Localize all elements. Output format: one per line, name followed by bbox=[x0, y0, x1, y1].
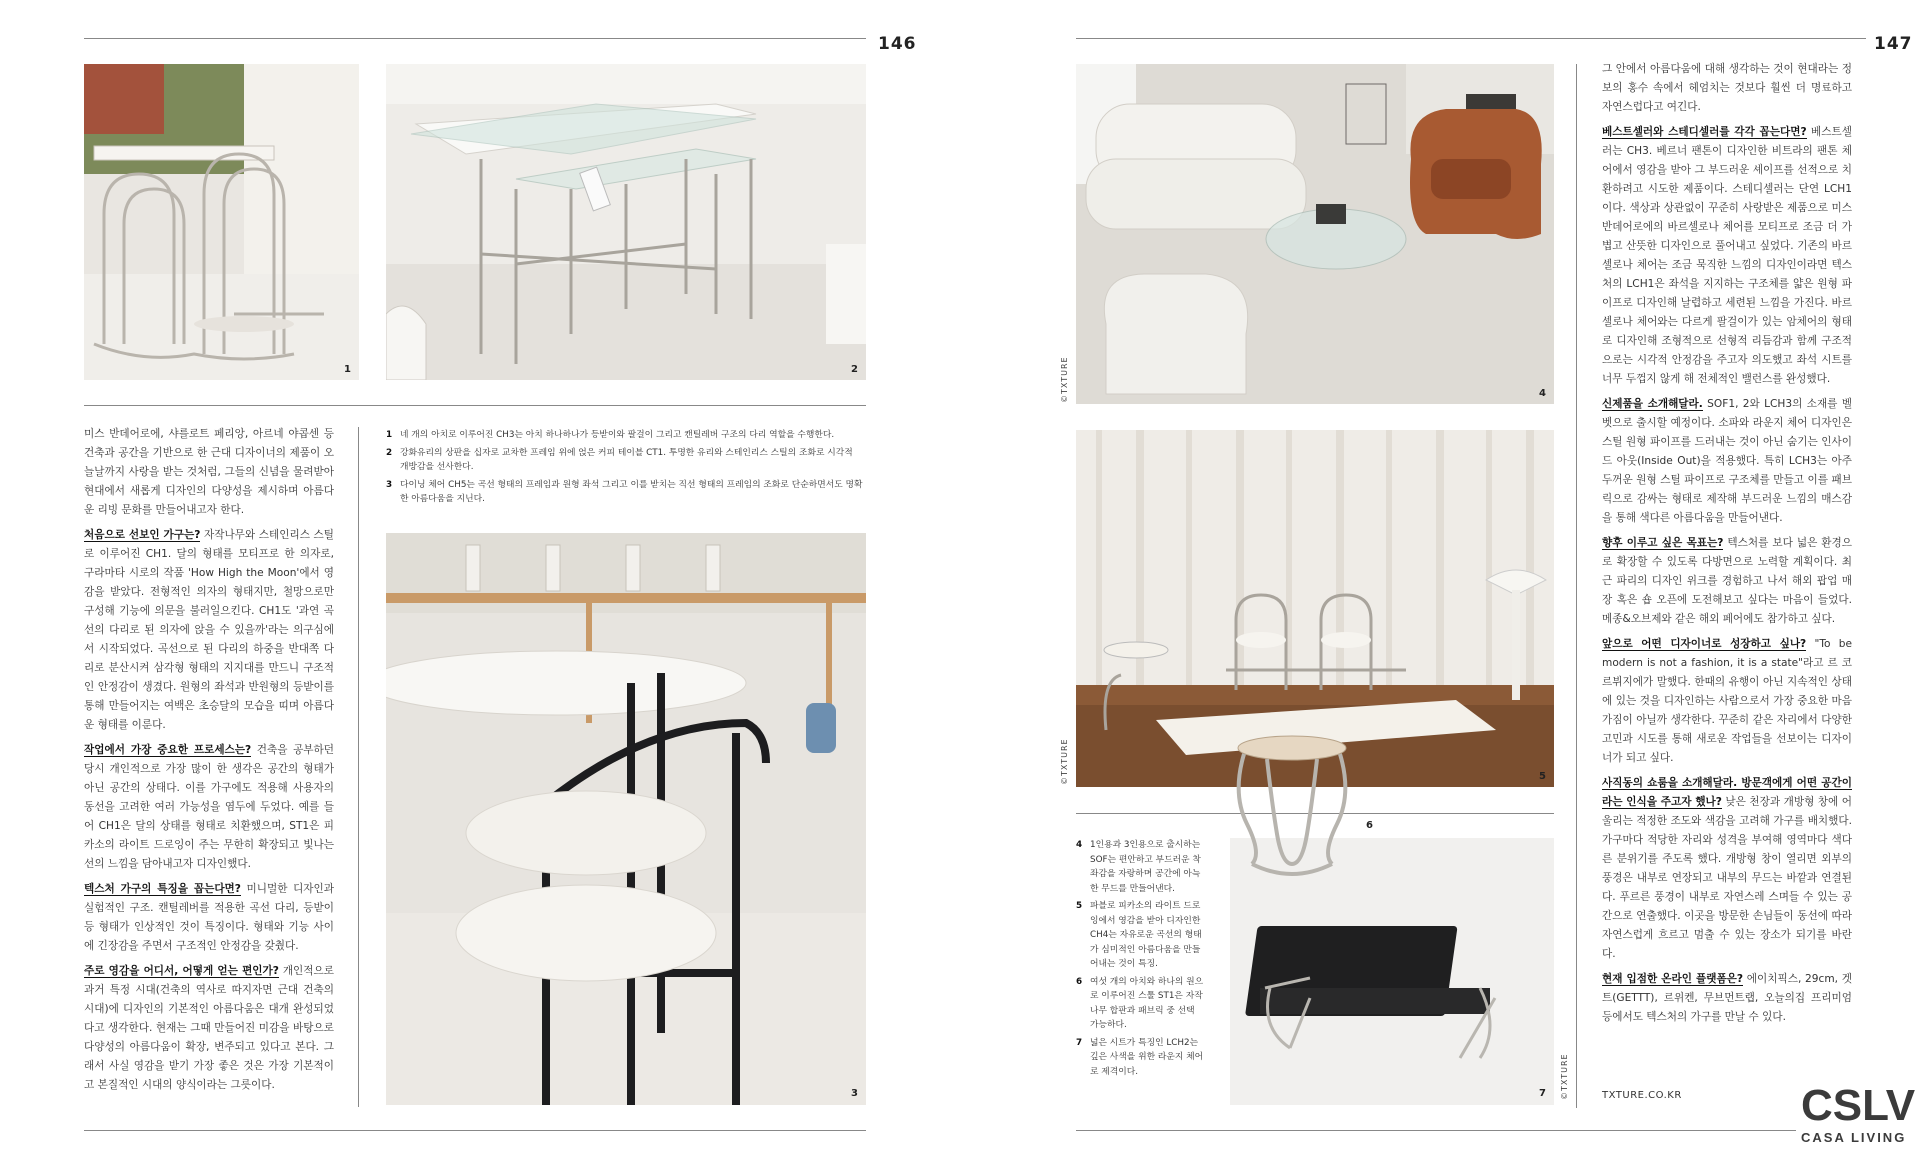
continuation-paragraph: 그 안에서 아름다움에 대해 생각하는 것이 현대라는 정보의 홍수 속에서 헤엄치는 것보다 훨씬 더 명료하고 자연스럽다고 여긴다. bbox=[1602, 63, 1852, 113]
answer: 미니멀한 디자인과 실험적인 구조. 캔틸레버를 적용한 곡선 다리, 등받이 등 형태가 인상적인 것이 특징이다. 형태와 기능 사이에 긴장감을 주면서 구조적인 안정감을 갖췄다. bbox=[84, 883, 334, 952]
caption-text: 다이닝 체어 CH5는 곡선 형태의 프레임과 원형 좌석 그리고 이를 받치는 직선 형태의 프레임의 조화로 단순하면서도 명확한 아름다움을 지닌다. bbox=[400, 479, 863, 504]
logo-wordmark: CSLV bbox=[1801, 1081, 1916, 1130]
question: 신제품을 소개해달라. bbox=[1602, 398, 1703, 410]
qa-paragraph bbox=[1602, 534, 1852, 629]
qa-paragraph bbox=[1602, 395, 1852, 528]
answer: 건축을 공부하던 당시 개인적으로 가장 많이 한 생각은 공간의 형태가 아닌 공간의 상태다. 이를 가구에도 적용해 사용자의 동선을 고려한 여러 가능성을 염두에 두었다. 예를 들어 CH1은 달의 상태를 형태로 치환했으며, ST1은 피카소의 라이트 드로잉이 주는 무한히 확장되고 빛나는 선의 느낌을 담아내고자 디자인했다. bbox=[84, 744, 334, 870]
caption bbox=[386, 446, 864, 475]
photo-number-7: 7 bbox=[1539, 1088, 1546, 1099]
caption bbox=[1076, 1036, 1204, 1080]
caption-number: 3 bbox=[386, 479, 393, 490]
question: 앞으로 어떤 디자이너로 성장하고 싶나? bbox=[1602, 638, 1807, 650]
photo-arch-chairs bbox=[84, 64, 359, 380]
photo-stool bbox=[1222, 734, 1372, 914]
left-captions bbox=[386, 428, 864, 510]
page-number-left: 146 bbox=[878, 34, 917, 54]
question: 주로 영감을 어디서, 어떻게 얻는 편인가? bbox=[84, 965, 279, 977]
caption-number: 4 bbox=[1076, 840, 1083, 850]
answer: SOF1, 2와 LCH3의 소재를 벨벳으로 출시할 예정이다. 소파와 라운지 체어 디자인은 스틸 원형 파이프를 드러내는 것이 아닌 숨기는 인사이드 아웃(Inside Out)을 적용했다. 특히 LCH3는 아주 두꺼운 원형 스틸 파이프로 구조체를 만들고 이를 패브릭으로 감싸는 형태로 제작해 부드러운 느낌의 매스감을 통해 색다른 아름다움을 만들어낸다. bbox=[1602, 398, 1852, 524]
caption-number: 7 bbox=[1076, 1037, 1083, 1048]
caption-number: 6 bbox=[1076, 976, 1083, 987]
photo-number-1: 1 bbox=[344, 364, 351, 375]
qa-paragraph bbox=[84, 741, 334, 874]
qa-paragraph bbox=[1602, 970, 1852, 1027]
right-article-body bbox=[1602, 60, 1852, 1033]
photo-number-5: 5 bbox=[1539, 771, 1546, 782]
photo-credit: ©TXTURE bbox=[1060, 738, 1069, 785]
caption-text: 네 개의 아치로 이루어진 CH3는 아치 하나하나가 등받이와 팔걸이 그리고 캔틸레버 구조의 다리 역할을 수행한다. bbox=[400, 430, 835, 440]
caption bbox=[1076, 975, 1204, 1033]
caption-number: 2 bbox=[386, 447, 393, 458]
caption bbox=[1076, 899, 1204, 972]
left-bottom-rule bbox=[84, 1130, 866, 1131]
question: 베스트셀러와 스테디셀러를 각각 꼽는다면? bbox=[1602, 126, 1807, 138]
qa-paragraph bbox=[84, 526, 334, 735]
caption bbox=[386, 478, 864, 507]
intro-paragraph: 미스 반데어로에, 샤를로트 페리앙, 아르네 야콥센 등 건축과 공간을 기반으로 한 근대 디자이너의 제품이 오늘날까지 사랑을 받는 것처럼, 그들의 신념을 물려받아 현대에서 새롭게 디자인의 다양성을 제시하며 아름다운 리빙 문화를 만들어내고자 한다. bbox=[84, 428, 334, 516]
photo-number-2: 2 bbox=[851, 364, 858, 375]
caption-text: 1인용과 3인용으로 출시하는 SOF는 편안하고 부드러운 착좌감을 자랑하며 공간에 아늑한 무드를 만들어낸다. bbox=[1090, 840, 1201, 894]
right-top-rule bbox=[1076, 38, 1866, 39]
qa-paragraph bbox=[84, 880, 334, 956]
question: 작업에서 가장 중요한 프로세스는? bbox=[84, 744, 252, 756]
answer: 텍스처를 보다 넓은 환경으로 확장할 수 있도록 다방면으로 노력할 계획이다. 최근 파리의 디자인 위크를 경험하고 나서 해외 팝업 매장 혹은 숍 오픈에 도전해보고 싶다는 마음이 들었다. 메종&오브제와 같은 해외 페어에도 참가하고 싶다. bbox=[1602, 537, 1852, 625]
caption-text: 넓은 시트가 특징인 LCH2는 깊은 사색을 위한 라운지 체어로 제격이다. bbox=[1090, 1037, 1204, 1077]
caption-text: 강화유리의 상판을 십자로 교차한 프레임 위에 얹은 커피 테이블 CT1. 투명한 유리와 스테인리스 스틸의 조화로 시각적 개방감을 선사한다. bbox=[400, 447, 853, 472]
photo-dining-chair bbox=[386, 533, 866, 1105]
question: 사직동의 쇼룸을 소개해달라. 방문객에게 어떤 공간이라는 인식을 주고자 했나? bbox=[1602, 777, 1852, 808]
left-column-divider bbox=[358, 427, 359, 1107]
answer: 베스트셀러는 CH3. 베르너 팬톤이 디자인한 비트라의 팬톤 체어에서 영감을 받아 그 부드러운 셰이프를 선적으로 치환하려고 시도한 제품이다. 스테디셀러는 단연 LCH1이다. 색상과 상관없이 꾸준히 사랑받은 제품으로 미스 반데어로에의 바르셀로나 체어를 모티프로 조금 더 가볍고 산뜻한 디자인으로 풀어내고 싶었다. 기존의 바르셀로나 체어는 조금 묵직한 느낌의 디자인이라면 텍스처의 LCH1은 좌석을 지지하는 구조체를 얇은 원형 파이프로 디자인해 날렵하고 세련된 느낌을 가진다. 바르셀로나 체어와는 다르게 팔걸이가 있는 암체어의 형태로 디자인해 조형적으로 선형적 리듬감과 함께 구조적으로는 시각적 안정감을 주고자 의도했고 좌석 시트를 너무 두껍지 않게 해 전체적인 밸런스를 완성했다. bbox=[1602, 126, 1852, 385]
caption bbox=[1076, 838, 1204, 896]
right-captions bbox=[1076, 838, 1204, 1082]
answer: 개인적으로 과거 특정 시대(건축의 역사로 따지자면 근대 건축의 시대)에 디자인의 기본적인 아름다움은 대개 완성되었다고 생각한다. 현재는 그때 만들어진 미감을 바탕으로 다양성의 아름다움이 확장, 변주되고 있다고 본다. 그래서 사실 영감을 받기 가장 좋은 것은 가장 기본적이고 본질적인 시대의 양식이라는 그릇이다. bbox=[84, 965, 334, 1091]
photo-sofa-living-room bbox=[1076, 64, 1554, 404]
answer: 낮은 천장과 개방형 창에 어울리는 적정한 조도와 색감을 고려해 가구를 배치했다. 가구마다 적당한 자리와 성격을 부여해 영역마다 색다른 분위기를 주도록 했다. 개방형 창이 열리면 외부의 풍경은 내부로 연장되고 내부의 무드는 바깥과 연결된다. 푸르른 풍경이 내부로 자연스레 스며들 수 있는 공간으로 연출했다. 이곳을 방문한 손님들이 동선에 따라 자연스럽게 흐르고 멈출 수 있는 장소가 되기를 바란다. bbox=[1602, 796, 1852, 960]
magazine-logo bbox=[1801, 1081, 1916, 1145]
qa-paragraph bbox=[84, 962, 334, 1095]
photo-number-6: 6 bbox=[1366, 820, 1373, 831]
left-top-rule bbox=[84, 38, 866, 39]
caption-text: 파블로 피카소의 라이트 드로잉에서 영감을 받아 디자인한 CH4는 자유로운 곡선의 형태가 심미적인 아름다움을 만들어내는 것이 특징. bbox=[1090, 901, 1202, 969]
question: 처음으로 선보인 가구는? bbox=[84, 529, 201, 541]
website-url[interactable]: TXTURE.CO.KR bbox=[1602, 1090, 1682, 1101]
logo-subtitle: CASA LIVING bbox=[1801, 1130, 1907, 1145]
photo-glass-table bbox=[386, 64, 866, 380]
caption-text: 여섯 개의 아치와 하나의 원으로 이루어진 스툴 ST1은 자작나무 합판과 패브릭 중 선택 가능하다. bbox=[1090, 976, 1204, 1030]
qa-paragraph bbox=[1602, 123, 1852, 389]
caption bbox=[386, 428, 864, 443]
answer: "To be modern is not a fashion, it is a state"라고 르 코르뷔지에가 말했다. 한때의 유행이 아닌 지속적인 상태에 있는 것을 디자인하는 사람으로서 가장 중요한 마음가짐이 아닐까 생각한다. 꾸준히 같은 자리에서 다양한 고민과 시도를 통해 새로운 작업들을 선보이는 디자이너가 되고 싶다. bbox=[1602, 638, 1852, 764]
left-article-body bbox=[84, 425, 334, 1101]
photo-credit: ©TXTURE bbox=[1060, 356, 1069, 403]
page-number-right: 147 bbox=[1874, 34, 1913, 54]
right-bottom-rule bbox=[1076, 1130, 1796, 1131]
photo-number-3: 3 bbox=[851, 1088, 858, 1099]
answer: 에이치픽스, 29cm, 겟트(GETTT), 르위켄, 무브먼트랩, 오늘의집 프리미엄 등에서도 텍스처의 가구를 만날 수 있다. bbox=[1602, 973, 1852, 1023]
right-column-divider bbox=[1576, 64, 1577, 1108]
question: 향후 이루고 싶은 목표는? bbox=[1602, 537, 1724, 549]
caption-number: 5 bbox=[1076, 901, 1083, 911]
qa-paragraph bbox=[1602, 635, 1852, 768]
question: 텍스처 가구의 특징을 꼽는다면? bbox=[84, 883, 241, 895]
answer: 자작나무와 스테인리스 스틸로 이루어진 CH1. 달의 형태를 모티프로 한 의자로, 구라마타 시로의 작품 'How High the Moon'에서 영감을 받았다. 전형적인 의자의 형태지만, 철망으로만 구성해 기능에 의문을 불러일으킨다. CH1도 '과연 곡선의 다리로 된 의자에 앉을 수 있을까'라는 의구심에서 시작되었다. 곡선으로 된 다리의 하중을 반대쪽 다리로 분산시켜 삼각형 형태의 지지대를 만드니 구조적인 안정감이 생겼다. 원형의 좌석과 반원형의 등받이를 통해 만들어지는 여백은 초승달의 모습을 띠며 아름다운 형태를 이룬다. bbox=[84, 529, 335, 731]
qa-paragraph bbox=[1602, 774, 1852, 964]
question: 현재 입점한 온라인 플랫폼은? bbox=[1602, 973, 1744, 985]
left-mid-rule bbox=[84, 405, 866, 406]
photo-credit: ©TXTURE bbox=[1560, 1053, 1569, 1100]
photo-number-4: 4 bbox=[1539, 388, 1546, 399]
caption-number: 1 bbox=[386, 430, 393, 440]
